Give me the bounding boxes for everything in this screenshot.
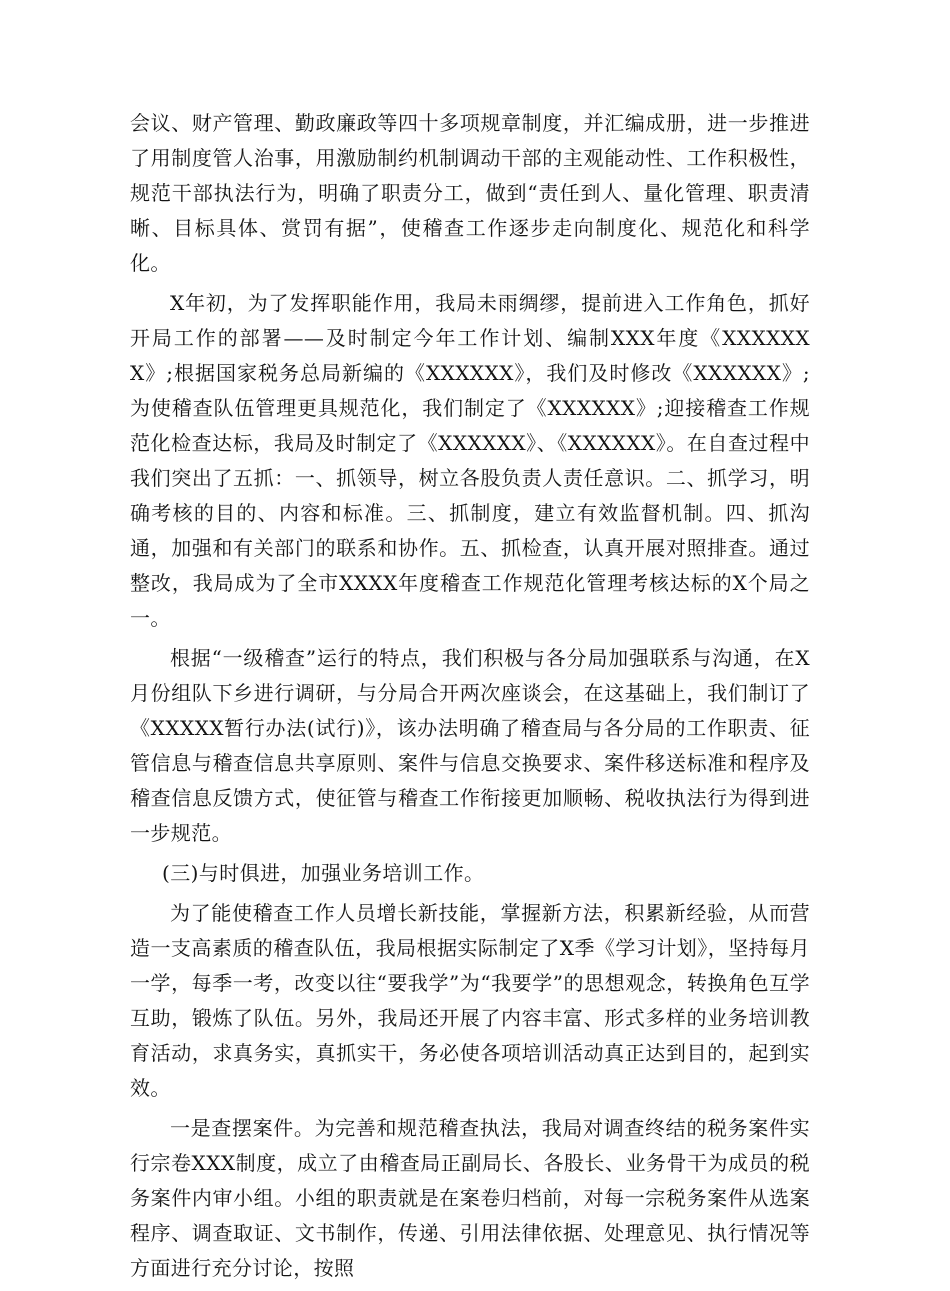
paragraph-year-start: X年初，为了发挥职能作用，我局未雨绸缪，提前进入工作角色，抓好开局工作的部署——及时制定今年工作计划、编制XXX年度《XXXXXXX》;根据国家税务总局新编的《XXXXXX》，我们及时修改《XXXXXX》;为使稽查队伍管理更具规范化，我们制定了《XXXXXX》;迎接稽查工作规范化检查达标，我局及时制定了《XXXXXX》、《XXXXXX》。在自查过程中我们突出了五抓：一、抓领导，树立各股负责人责任意识。二、抓学习，明确考核的目的、内容和标准。三、抓制度，建立有效监督机制。四、抓沟通，加强和有关部门的联系和协作。五、抓检查，认真开展对照排查。通过整改，我局成为了全市XXXX年度稽查工作规范化管理考核达标的X个局之一。 [130, 291, 810, 630]
document-body [130, 106, 810, 1291]
paragraph-case-review: 一是查摆案件。为完善和规范稽查执法，我局对调查终结的税务案件实行宗卷XXX制度，成立了由稽查局正副局长、各股长、业务骨干为成员的税务案件内审小组。小组的职责就是在案卷归档前，对每一宗税务案件从选案程序、调查取证、文书制作，传递、引用法律依据、处理意见、执行情况等方面进行充分讨论，按照 [130, 1116, 810, 1280]
paragraph-training: 为了能使稽查工作人员增长新技能，掌握新方法，积累新经验，从而营造一支高素质的稽查队伍，我局根据实际制定了X季《学习计划》，坚持每月一学，每季一考，改变以往“要我学”为“我要学”的思想观念，转换角色互学互助，锻炼了队伍。另外，我局还开展了内容丰富、形式多样的业务培训教育活动，求真务实，真抓实干，务必使各项培训活动真正达到目的，起到实效。 [130, 901, 810, 1100]
section-heading-training: (三)与时俱进，加强业务培训工作。 [162, 861, 485, 885]
paragraph-regulations: 会议、财产管理、勤政廉政等四十多项规章制度，并汇编成册，进一步推进了用制度管人治事，用激励制约机制调动干部的主观能动性、工作积极性，规范干部执法行为，明确了职责分工，做到“责任到人、量化管理、职责清晰、目标具体、赏罚有据”，使稽查工作逐步走向制度化、规范化和科学化。 [130, 111, 810, 275]
paragraph-first-level-inspection: 根据“一级稽查”运行的特点，我们积极与各分局加强联系与沟通，在X月份组队下乡进行调研，与分局合开两次座谈会，在这基础上，我们制订了《XXXXX暂行办法(试行)》，该办法明确了稽查局与各分局的工作职责、征管信息与稽查信息共享原则、案件与信息交换要求、案件移送标准和程序及稽查信息反馈方式，使征管与稽查工作衔接更加顺畅、税收执法行为得到进一步规范。 [130, 646, 810, 845]
